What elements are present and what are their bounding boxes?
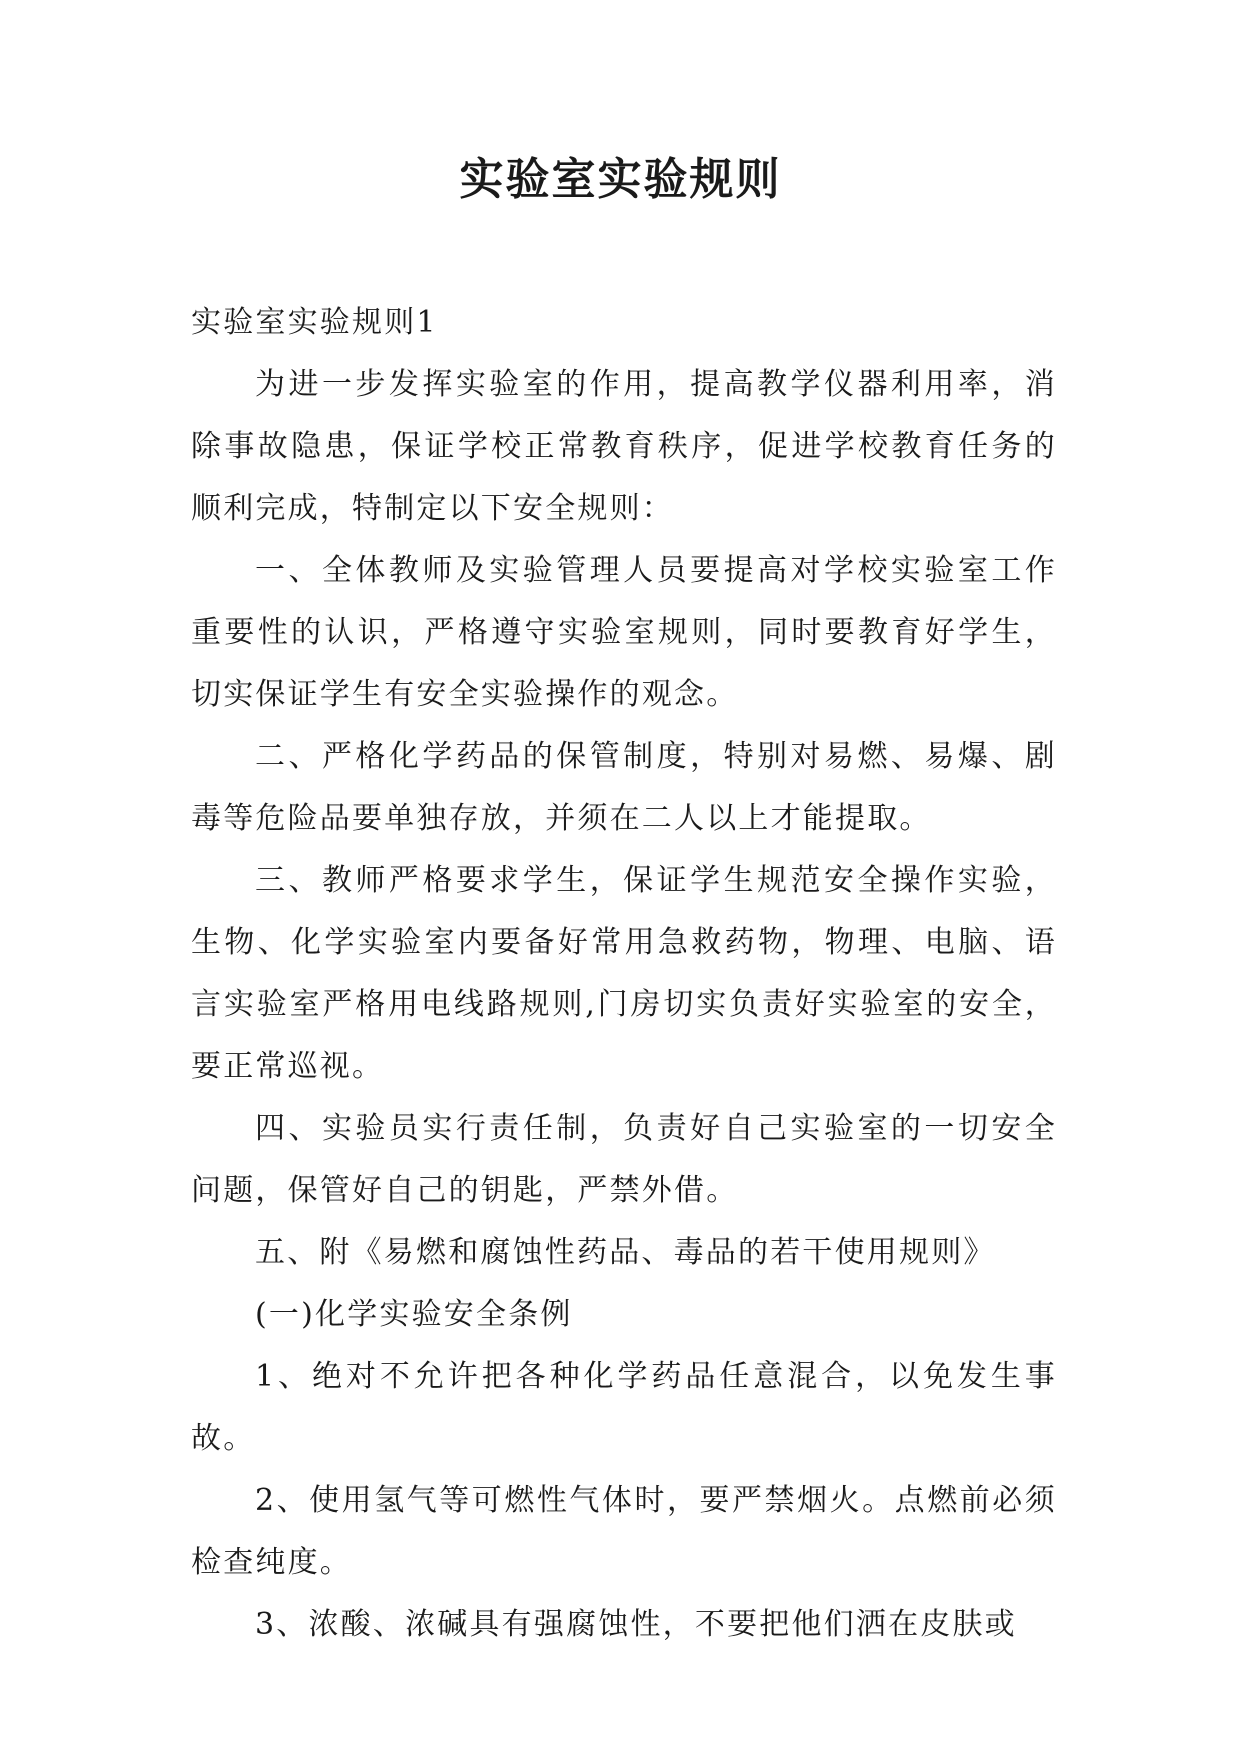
safety-item-2: 2、使用氢气等可燃性气体时，要严禁烟火。点燃前必须检查纯度。 xyxy=(191,1483,1057,1580)
safety-item-1: 1、绝对不允许把各种化学药品任意混合，以免发生事故。 xyxy=(191,1359,1057,1456)
rule-paragraph-4: 四、实验员实行责任制，负责好自己实验室的一切安全问题，保管好自己的钥匙，严禁外借。 xyxy=(191,1111,1057,1208)
section-heading: 实验室实验规则1 xyxy=(191,305,438,340)
rule-paragraph-3: 三、教师严格要求学生，保证学生规范安全操作实验，生物、化学实验室内要备好常用急救药物，物理、电脑、语言实验室严格用电线路规则,门房切实负责好实验室的安全，要正常巡视。 xyxy=(191,863,1057,1084)
rule-paragraph-2: 二、严格化学药品的保管制度，特别对易燃、易爆、剧毒等危险品要单独存放，并须在二人以上才能提取。 xyxy=(191,739,1057,836)
document-title: 实验室实验规则 xyxy=(459,154,782,205)
safety-item-3: 3、浓酸、浓碱具有强腐蚀性，不要把他们洒在皮肤或 xyxy=(255,1607,1017,1642)
document-body xyxy=(191,292,1057,1656)
rule-paragraph-5: 五、附《易燃和腐蚀性药品、毒品的若干使用规则》 xyxy=(255,1235,996,1270)
intro-paragraph: 为进一步发挥实验室的作用，提高教学仪器利用率，消除事故隐患，保证学校正常教育秩序，促进学校教育任务的顺利完成，特制定以下安全规则： xyxy=(191,367,1057,526)
subsection-heading: (一)化学实验安全条例 xyxy=(255,1297,573,1332)
rule-paragraph-1: 一、全体教师及实验管理人员要提高对学校实验室工作重要性的认识，严格遵守实验室规则，同时要教育好学生，切实保证学生有安全实验操作的观念。 xyxy=(191,553,1057,712)
